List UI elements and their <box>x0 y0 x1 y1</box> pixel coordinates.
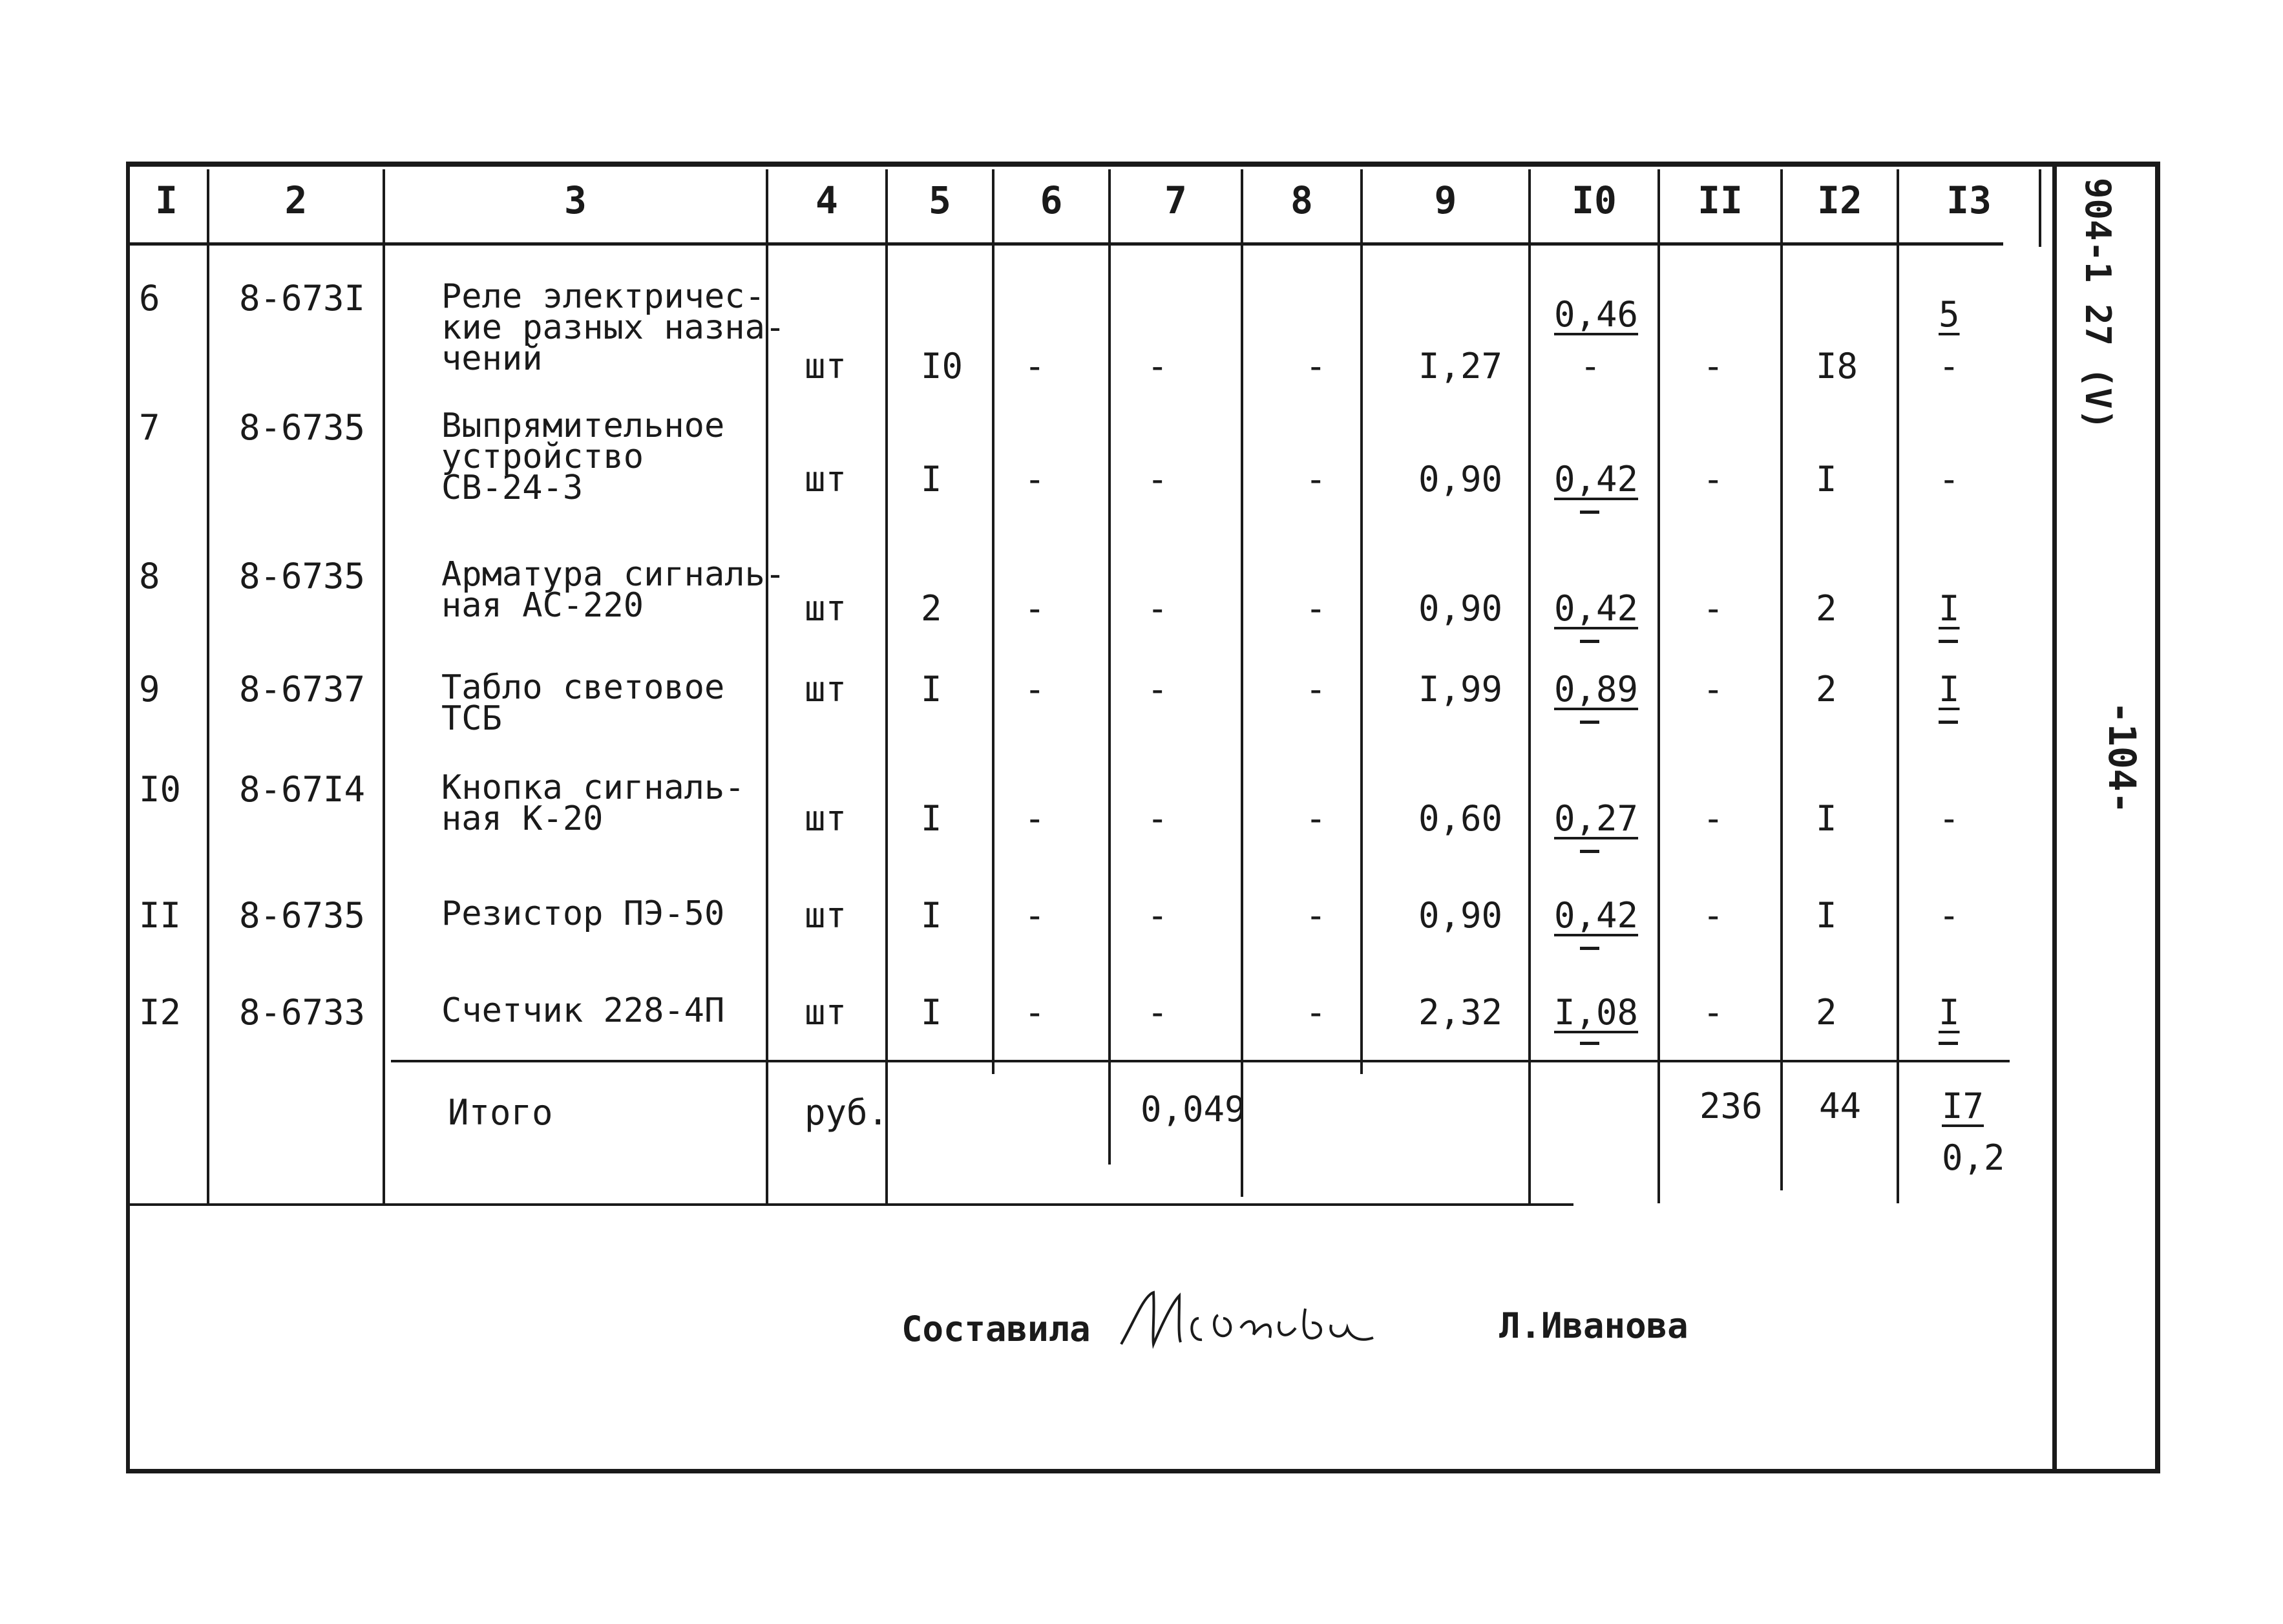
row-col5: I <box>921 459 942 500</box>
row-col6: - <box>1024 346 1046 386</box>
total-col11: 236 <box>1699 1086 1763 1126</box>
row-col13-top: - <box>1939 895 1960 936</box>
col13-dash-mark <box>1939 640 1958 643</box>
row-col6: - <box>1024 669 1046 710</box>
total-col13-bottom: 0,2 <box>1942 1137 2005 1178</box>
row-col10-top: 0,42 <box>1554 459 1639 500</box>
row-code: 8-6733 <box>239 992 366 1033</box>
row-col7: - <box>1147 346 1168 386</box>
col-header-1: I <box>155 178 178 222</box>
row-col8: - <box>1305 588 1327 629</box>
row-col12: I <box>1816 459 1837 500</box>
stamp-divider <box>2052 162 2057 1473</box>
col10-dash-mark <box>1580 850 1599 853</box>
page-number: -104- <box>2100 701 2144 814</box>
col10-dash-mark <box>1580 947 1599 950</box>
row-code: 8-6737 <box>239 669 366 710</box>
row-number: 8 <box>139 556 160 596</box>
row-col12: I8 <box>1816 346 1858 386</box>
header-separator <box>126 242 2003 246</box>
col-divider-13 <box>2039 169 2041 247</box>
col-header-10: I0 <box>1572 178 1617 222</box>
row-col7: - <box>1147 798 1168 839</box>
row-code: 8-6735 <box>239 407 366 448</box>
col-header-11: II <box>1698 178 1743 222</box>
col-header-8: 8 <box>1290 178 1313 222</box>
row-col5: I0 <box>921 346 963 386</box>
col-header-4: 4 <box>815 178 838 222</box>
col-divider-9 <box>1528 169 1531 1203</box>
col-divider-7 <box>1241 169 1243 1197</box>
row-number: 9 <box>139 669 160 710</box>
col-divider-11 <box>1780 169 1783 1190</box>
compiler-name: Л.Иванова <box>1499 1305 1689 1346</box>
col-header-2: 2 <box>284 178 308 222</box>
row-col11: - <box>1703 895 1724 936</box>
handwritten-signature <box>1115 1283 1393 1360</box>
col13-dash-mark <box>1939 1042 1958 1045</box>
row-col5: I <box>921 992 942 1033</box>
row-col10-top: I,08 <box>1554 992 1639 1033</box>
row-col11: - <box>1703 588 1724 629</box>
row-code: 8-6735 <box>239 895 366 936</box>
col-header-5: 5 <box>929 178 951 222</box>
row-col6: - <box>1024 895 1046 936</box>
row-col8: - <box>1305 798 1327 839</box>
table-bottom-line <box>126 1203 1573 1206</box>
row-col10-top: 0,42 <box>1554 895 1639 936</box>
col10-dash-mark <box>1580 511 1599 514</box>
row-unit: шт <box>805 669 847 710</box>
total-col13-top: I7 <box>1942 1086 1984 1126</box>
row-col12: 2 <box>1816 992 1837 1033</box>
row-col11: - <box>1703 992 1724 1033</box>
col-header-9: 9 <box>1434 178 1457 222</box>
col-header-13: I3 <box>1946 178 1992 222</box>
row-col13-bottom: - <box>1939 346 1960 386</box>
col-header-7: 7 <box>1164 178 1187 222</box>
row-unit: шт <box>805 895 847 936</box>
row-code: 8-67I4 <box>239 769 366 810</box>
row-code: 8-6735 <box>239 556 366 596</box>
row-col12: 2 <box>1816 669 1837 710</box>
total-separator <box>391 1060 2010 1062</box>
row-col9: 0,90 <box>1418 588 1503 629</box>
row-col6: - <box>1024 459 1046 500</box>
row-col13-top: I <box>1939 992 1960 1033</box>
col-divider-12 <box>1897 169 1899 1203</box>
row-col5: I <box>921 895 942 936</box>
row-col5: I <box>921 798 942 839</box>
row-col9: 0,90 <box>1418 895 1503 936</box>
compiled-by-label: Составила <box>901 1309 1091 1349</box>
row-col13-top: I <box>1939 669 1960 710</box>
total-col12: 44 <box>1819 1086 1862 1126</box>
row-number: II <box>139 895 182 936</box>
row-col8: - <box>1305 992 1327 1033</box>
total-label: Итого <box>448 1092 553 1133</box>
col-divider-10 <box>1657 169 1660 1203</box>
row-col13-top: - <box>1939 459 1960 500</box>
col-divider-8 <box>1360 169 1363 1074</box>
row-number: 6 <box>139 278 160 319</box>
row-col9: I,27 <box>1418 346 1503 386</box>
row-col6: - <box>1024 798 1046 839</box>
row-col7: - <box>1147 895 1168 936</box>
row-col9: 2,32 <box>1418 992 1503 1033</box>
col-header-3: 3 <box>564 178 587 222</box>
col10-dash-mark <box>1580 640 1599 643</box>
row-code: 8-673I <box>239 278 366 319</box>
total-col7: 0,049 <box>1141 1089 1246 1130</box>
row-name: Резистор ПЭ-50 <box>441 894 725 933</box>
row-col6: - <box>1024 992 1046 1033</box>
row-unit: шт <box>805 459 847 500</box>
row-col10-top: 0,46 <box>1554 294 1639 335</box>
row-number: I2 <box>139 992 182 1033</box>
row-col12: I <box>1816 798 1837 839</box>
row-col8: - <box>1305 669 1327 710</box>
row-col8: - <box>1305 895 1327 936</box>
col13-dash-mark <box>1939 721 1958 724</box>
document-code: 904-1 27 (V) <box>2078 178 2118 430</box>
row-col7: - <box>1147 669 1168 710</box>
col-header-12: I2 <box>1817 178 1862 222</box>
row-col8: - <box>1305 346 1327 386</box>
col10-dash-mark <box>1580 721 1599 724</box>
row-col12: I <box>1816 895 1837 936</box>
row-col11: - <box>1703 459 1724 500</box>
row-name: Реле электричес- кие разных назна- чений <box>441 277 786 378</box>
row-col13-top: - <box>1939 798 1960 839</box>
row-col10-top: 0,89 <box>1554 669 1639 710</box>
row-col9: 0,90 <box>1418 459 1503 500</box>
row-number: I0 <box>139 769 182 810</box>
row-name: Табло световое ТСБ <box>441 668 725 738</box>
row-col7: - <box>1147 992 1168 1033</box>
row-name: Кнопка сигналь- ная К-20 <box>441 768 745 838</box>
row-col9: I,99 <box>1418 669 1503 710</box>
row-col11: - <box>1703 798 1724 839</box>
row-col10-top: 0,27 <box>1554 798 1639 839</box>
row-col7: - <box>1147 588 1168 629</box>
row-name: Арматура сигналь- ная АС-220 <box>441 555 786 625</box>
row-col10-bottom: - <box>1580 346 1601 386</box>
row-number: 7 <box>139 407 160 448</box>
col-divider-1 <box>207 169 209 1203</box>
row-unit: шт <box>805 992 847 1033</box>
row-unit: шт <box>805 346 847 386</box>
row-col5: I <box>921 669 942 710</box>
total-unit: руб. <box>805 1092 889 1133</box>
row-col10-top: 0,42 <box>1554 588 1639 629</box>
col-divider-6 <box>1108 169 1111 1165</box>
row-name: Выпрямительное устройство СВ-24-3 <box>441 406 725 507</box>
col-divider-5 <box>992 169 994 1074</box>
row-col7: - <box>1147 459 1168 500</box>
col10-dash-mark <box>1580 1042 1599 1045</box>
col-divider-4 <box>885 169 888 1203</box>
row-col5: 2 <box>921 588 942 629</box>
row-col8: - <box>1305 459 1327 500</box>
row-unit: шт <box>805 588 847 629</box>
col-divider-2 <box>383 169 385 1203</box>
row-col9: 0,60 <box>1418 798 1503 839</box>
row-col11: - <box>1703 346 1724 386</box>
row-name: Счетчик 228-4П <box>441 991 725 1030</box>
col-header-6: 6 <box>1040 178 1063 222</box>
row-col13-top: 5 <box>1939 294 1960 335</box>
row-unit: шт <box>805 798 847 839</box>
row-col11: - <box>1703 669 1724 710</box>
row-col12: 2 <box>1816 588 1837 629</box>
row-col6: - <box>1024 588 1046 629</box>
row-col13-top: I <box>1939 588 1960 629</box>
